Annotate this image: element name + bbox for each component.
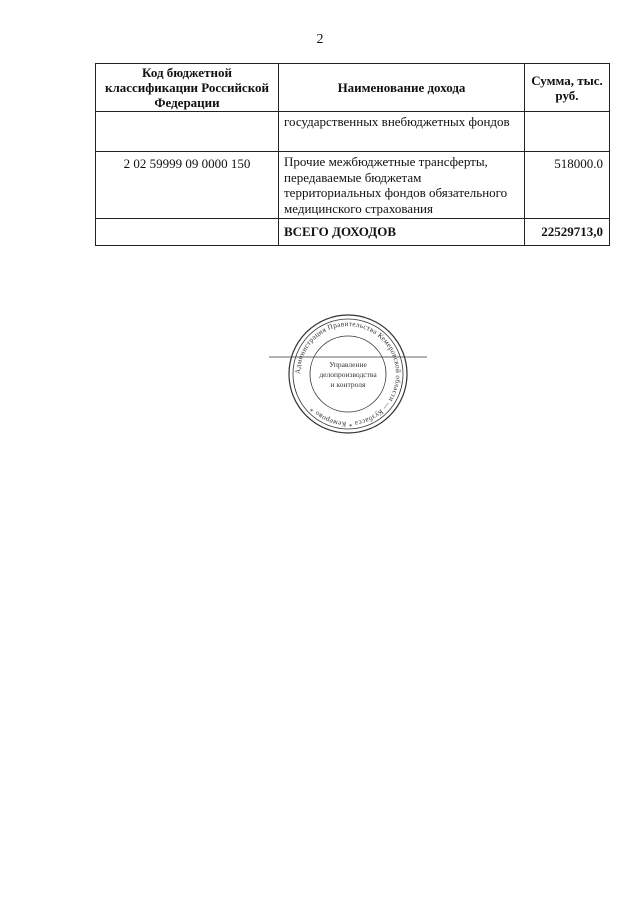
total-label: ВСЕГО ДОХОДОВ: [279, 219, 525, 246]
header-code: Код бюджетной классификации Российской Федерации: [96, 64, 279, 112]
stamp-center-line-2: делопроизводства: [319, 370, 377, 379]
stamp-center-line-1: Управление: [329, 360, 367, 369]
stamp-seal-icon: [287, 313, 409, 435]
cell-amount: 518000.0: [525, 152, 610, 219]
cell-code: 2 02 59999 09 0000 150: [96, 152, 279, 219]
header-amount: Сумма, тыс. руб.: [525, 64, 610, 112]
table-row: [96, 112, 610, 152]
page-number: 2: [316, 32, 324, 47]
stamp-center-line-3: и контроля: [330, 380, 366, 389]
official-stamp: [287, 313, 409, 435]
header-name: Наименование дохода: [279, 64, 525, 112]
cell-code: [96, 112, 279, 152]
total-amount: 22529713,0: [525, 219, 610, 246]
cell-amount: [525, 112, 610, 152]
table-row: [96, 152, 610, 219]
income-table: [95, 63, 610, 246]
table-header-row: [96, 64, 610, 112]
total-row: [96, 219, 610, 246]
cell-name: Прочие межбюджетные трансферты, передаваемые бюджетам территориальных фондов обязательного медицинского страхования: [279, 152, 525, 219]
stamp-ring-text: Администрация Правительства Кемеровской области — Кузбасса * Кемерово *: [293, 319, 403, 429]
cell-code: [96, 219, 279, 246]
cell-name: государственных внебюджетных фондов: [279, 112, 525, 152]
